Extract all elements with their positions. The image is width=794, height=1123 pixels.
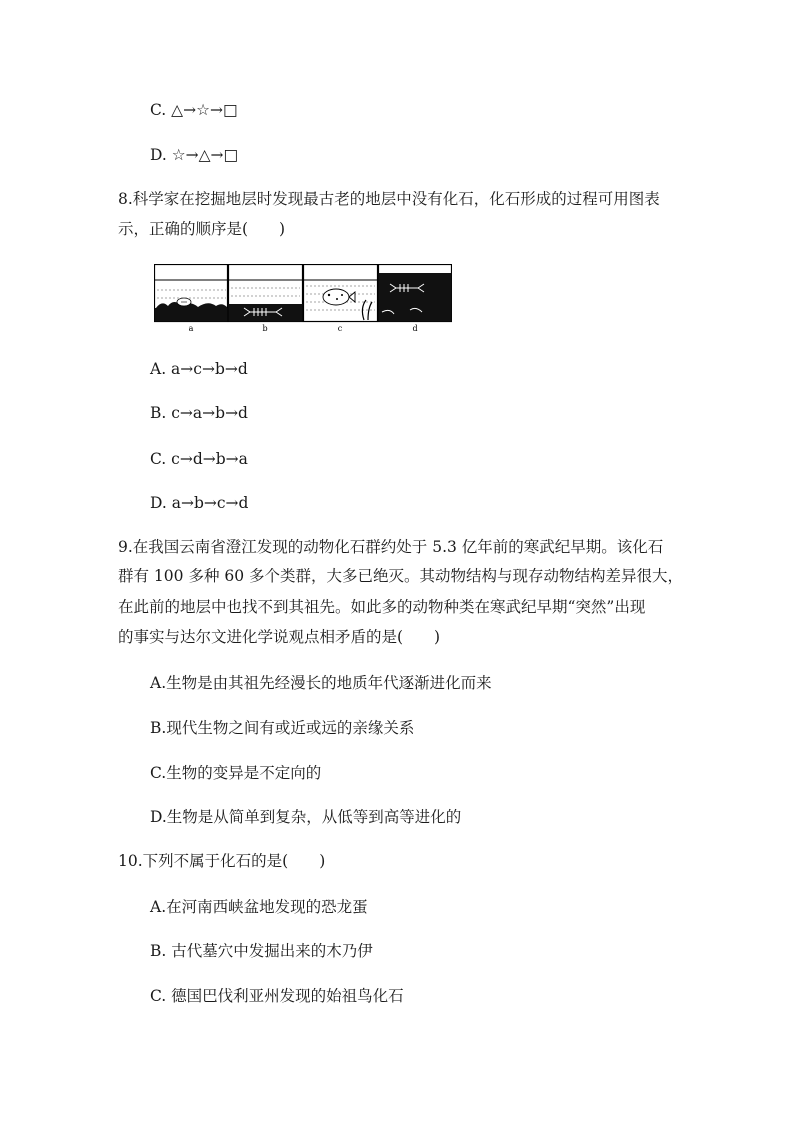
q8-option-a: A. a→c→b→d	[150, 360, 248, 378]
panel-d	[379, 265, 452, 322]
q9-option-b: B.现代生物之间有或近或远的亲缘关系	[150, 719, 415, 737]
fossil-formation-diagram	[154, 264, 452, 336]
panel-label-b: b	[262, 324, 268, 333]
q10-option-c: C. 德国巴伐利亚州发现的始祖鸟化石	[150, 987, 404, 1005]
q10-option-b: B. 古代墓穴中发掘出来的木乃伊	[150, 942, 373, 960]
q10-stem: 10.下列不属于化石的是( )	[118, 852, 326, 870]
q8-stem-line1: 8.科学家在挖掘地层时发现最古老的地层中没有化石，化石形成的过程可用图表	[118, 190, 660, 208]
q8-option-c: C. c→d→b→a	[150, 450, 248, 468]
panel-b	[229, 265, 303, 322]
q9-stem-line1: 9.在我国云南省澄江发现的动物化石群约处于 5.3 亿年前的寒武纪早期。该化石	[118, 538, 664, 556]
q8-option-b: B. c→a→b→d	[150, 404, 248, 422]
option-d: D. ☆→△→□	[150, 146, 239, 164]
q8-option-d: D. a→b→c→d	[150, 494, 249, 512]
q9-option-d: D.生物是从简单到复杂，从低等到高等进化的	[150, 808, 462, 826]
q9-stem-line3: 在此前的地层中也找不到其祖先。如此多的动物种类在寒武纪早期“突然”出现	[118, 598, 646, 616]
panel-label-d: d	[412, 324, 418, 333]
panel-label-c: c	[337, 324, 343, 333]
q9-option-a: A.生物是由其祖先经漫长的地质年代逐渐进化而来	[150, 674, 492, 692]
q8-stem-line2: 示，正确的顺序是( )	[118, 220, 286, 238]
q9-stem-line4: 的事实与达尔文进化学说观点相矛盾的是( )	[118, 628, 441, 646]
panel-a	[155, 265, 228, 322]
q9-stem-line2: 群有 100 多种 60 多个类群，大多已绝灭。其动物结构与现存动物结构差异很大，	[118, 567, 684, 585]
panel-c	[304, 265, 378, 322]
fossil-formation-figure	[154, 264, 452, 336]
option-c: C. △→☆→□	[150, 101, 238, 119]
q9-option-c: C.生物的变异是不定向的	[150, 764, 322, 782]
q10-option-a: A.在河南西峡盆地发现的恐龙蛋	[150, 898, 368, 916]
panel-label-a: a	[188, 324, 194, 333]
